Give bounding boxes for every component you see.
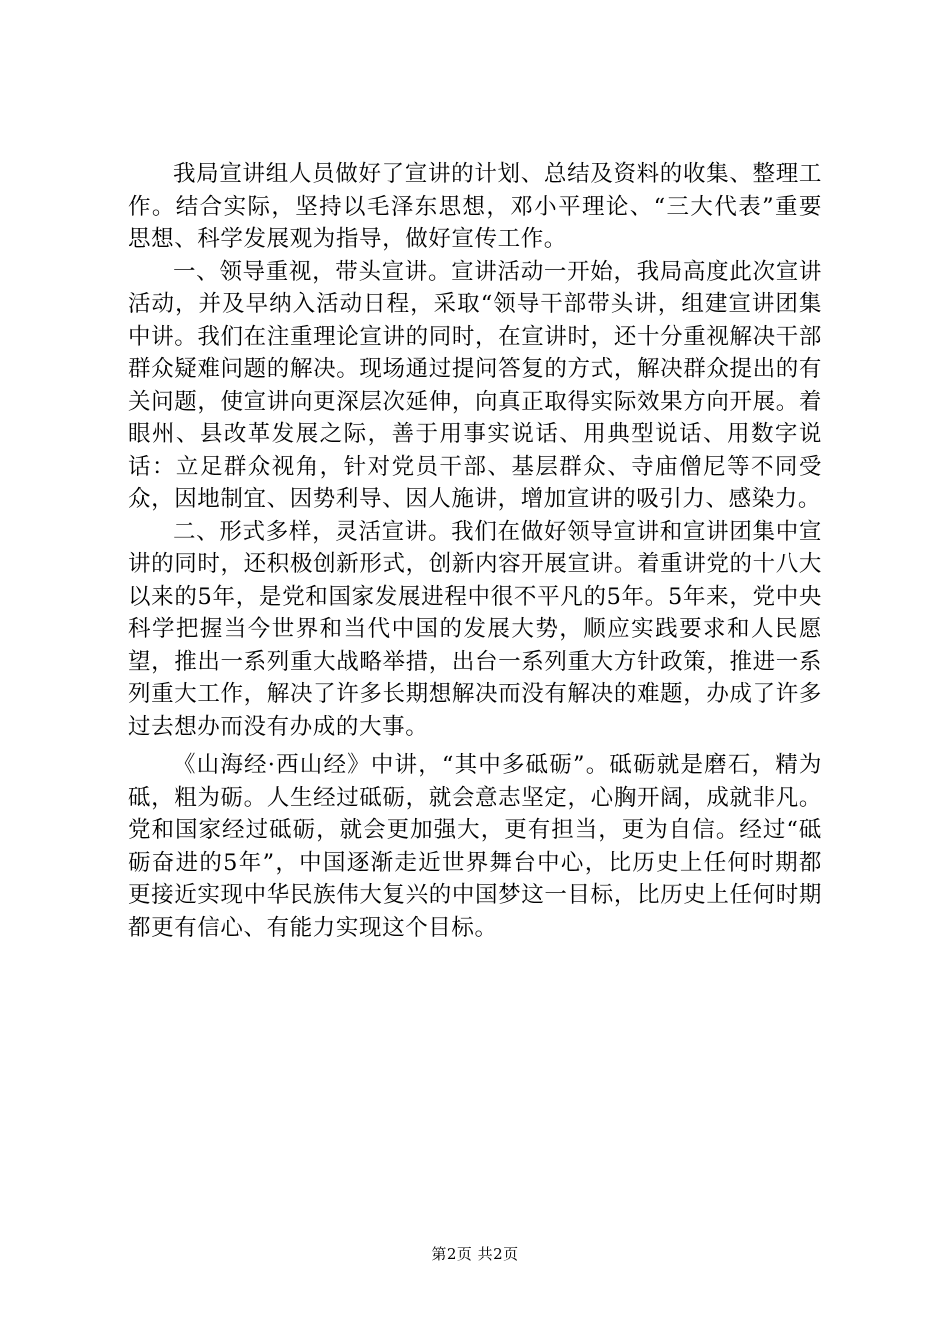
- document-body: [128, 158, 822, 944]
- paragraph-2: 一、领导重视，带头宣讲。宣讲活动一开始，我局高度此次宣讲活动，并及早纳入活动日程，采取“领导干部带头讲，组建宣讲团集中讲。我们在注重理论宣讲的同时，在宣讲时，还十分重视解决干部群众疑难问题的解决。现场通过提问答复的方式，解决群众提出的有关问题，使宣讲向更深层次延伸，向真正取得实际效果方向开展。着眼州、县改革发展之际，善于用事实说话、用典型说话、用数字说话：立足群众视角，针对党员干部、基层群众、寺庙僧尼等不同受众，因地制宜、因势利导、因人施讲，增加宣讲的吸引力、感染力。: [128, 258, 822, 512]
- page-number-footer: 第2页 共2页: [431, 1245, 519, 1263]
- paragraph-4: 《山海经·西山经》中讲，“其中多砥砺”。砥砺就是磨石，精为砥，粗为砺。人生经过砥砺，就会意志坚定，心胸开阔，成就非凡。党和国家经过砥砺，就会更加强大，更有担当，更为自信。经过“砥砺奋进的5年”，中国逐渐走近世界舞台中心，比历史上任何时期都更接近实现中华民族伟大复兴的中国梦这一目标，比历史上任何时期都更有信心、有能力实现这个目标。: [128, 752, 822, 941]
- paragraph-3: 二、形式多样，灵活宣讲。我们在做好领导宣讲和宣讲团集中宣讲的同时，还积极创新形式，创新内容开展宣讲。着重讲党的十八大以来的5年，是党和国家发展进程中很不平凡的5年。5年来，党中央科学把握当今世界和当代中国的发展大势，顺应实践要求和人民愿望，推出一系列重大战略举措，出台一系列重大方针政策，推进一系列重大工作，解决了许多长期想解决而没有解决的难题，办成了许多过去想办而没有办成的大事。: [128, 518, 822, 740]
- paragraph-1: 我局宣讲组人员做好了宣讲的计划、总结及资料的收集、整理工作。结合实际，坚持以毛泽东思想，邓小平理论、“三大代表”重要思想、科学发展观为指导，做好宣传工作。: [128, 161, 822, 252]
